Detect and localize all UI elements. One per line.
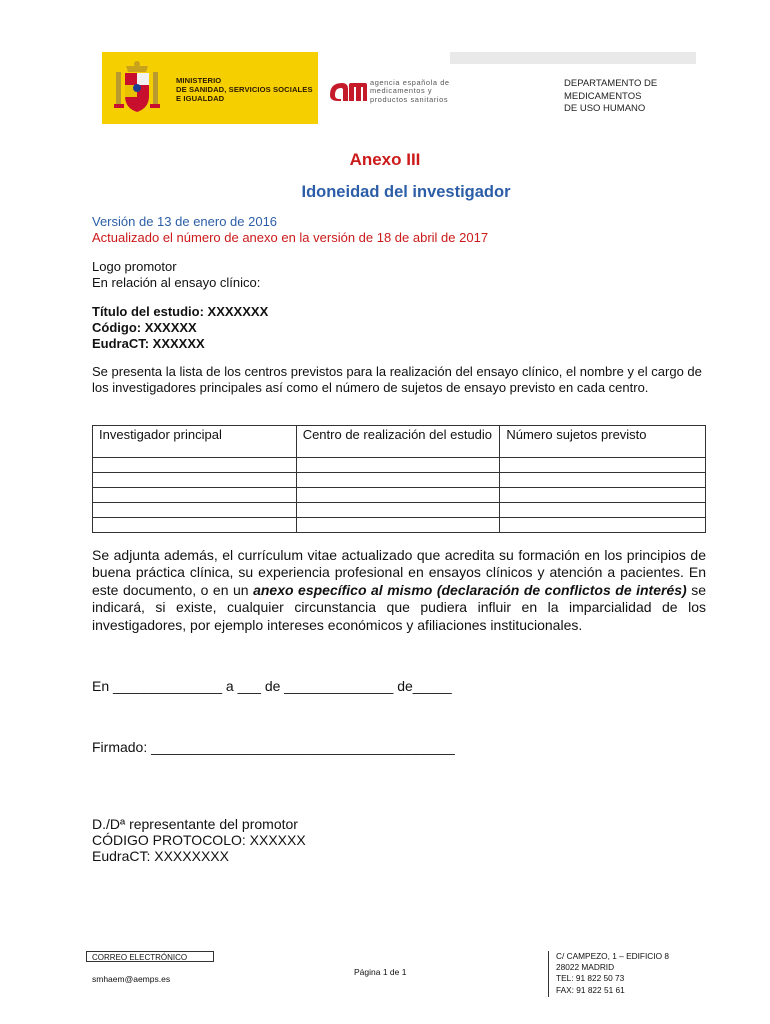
table-header-row [93,426,706,458]
signature-line: Firmado: _______________________________________ [92,739,455,755]
table-cell[interactable] [296,503,500,518]
study-eudract: EudraCT: XXXXXX [92,336,205,351]
table-cell[interactable] [93,473,297,488]
emphasis-annex: anexo específico al mismo (declaración de conflictos de interés) [253,581,687,598]
table-row [93,473,706,488]
investigator-table [92,425,706,533]
study-block [92,304,268,352]
study-code: Código: XXXXXX [92,320,197,335]
representative-block [92,816,306,864]
table-cell[interactable] [93,503,297,518]
table-cell[interactable] [500,473,706,488]
table-cell[interactable] [93,458,297,473]
table-row [93,458,706,473]
table-cell[interactable] [93,488,297,503]
ministry-name: MINISTERIO DE SANIDAD, SERVICIOS SOCIALES E IGUALDAD [176,76,313,103]
document-title: Anexo III [349,150,421,169]
page-number: Página 1 de 1 [354,967,407,977]
list-intro: Se presenta la lista de los centros previstos para la realización del ensayo clínico, el nombre y el cargo de los investigadores principales así como el número de sujetos de ensayo previsto en cada centro. [92,364,702,395]
place-date-line: En ______________ a ___ de ______________ de_____ [92,678,452,694]
table-cell[interactable] [93,518,297,533]
study-title: Título del estudio: XXXXXXX [92,304,269,319]
table-row [93,503,706,518]
document-subtitle: Idoneidad del investigador [301,183,511,201]
table-row [93,518,706,533]
representative-line: D./Dª representante del promotor [92,816,298,832]
table-row [93,488,706,503]
col-investigator: Investigador principal [93,426,297,458]
table-cell[interactable] [500,518,706,533]
agency-name: agencia española de medicamentos y productos sanitarios [370,78,450,104]
version-note: Versión de 13 de enero de 2016 [92,214,278,229]
col-subjects: Número sujetos previsto [500,426,706,458]
department-name: DEPARTAMENTO DE MEDICAMENTOS DE USO HUMANO [564,78,658,114]
email-label-box: CORREO ELECTRÓNICO [86,951,214,962]
protocol-code-line: CÓDIGO PROTOCOLO: XXXXXX [92,832,306,848]
table-cell[interactable] [296,473,500,488]
cv-paragraph: Se adjunta además, el currículum vitae actualizado que acredita su formación en los principios de buena práctica clínica, su experiencia profesional en ensayos clínicos y atención a pacientes. En este documento, o en un anexo específico al mismo (declaración de conflictos de interés) se indicará, si existe, cualquier circunstancia que pudiera influir en la imparcialidad de los investigadores, por ejemplo intereses económicos y afiliaciones institucionales. [92,547,706,633]
table-cell[interactable] [500,488,706,503]
table-cell[interactable] [296,458,500,473]
address-divider [548,951,549,997]
update-note: Actualizado el número de anexo en la versión de 18 de abril de 2017 [92,230,489,245]
table-cell[interactable] [296,488,500,503]
table-cell[interactable] [500,458,706,473]
logo-promotor-label: Logo promotor [92,259,177,274]
col-center: Centro de realización del estudio [296,426,500,458]
coat-of-arms-icon [112,58,162,118]
eudract-line: EudraCT: XXXXXXXX [92,848,229,864]
email-link[interactable]: smhaem@aemps.es [92,974,171,984]
address-block: C/ CAMPEZO, 1 – EDIFICIO 8 28022 MADRID TEL: 91 822 50 73 FAX: 91 822 51 61 [556,951,669,995]
table-cell[interactable] [296,518,500,533]
relation-label: En relación al ensayo clínico: [92,275,261,290]
header-gray-strip [450,52,696,64]
table-cell[interactable] [500,503,706,518]
intro-block [92,259,260,291]
aemps-logo-icon [328,77,368,103]
